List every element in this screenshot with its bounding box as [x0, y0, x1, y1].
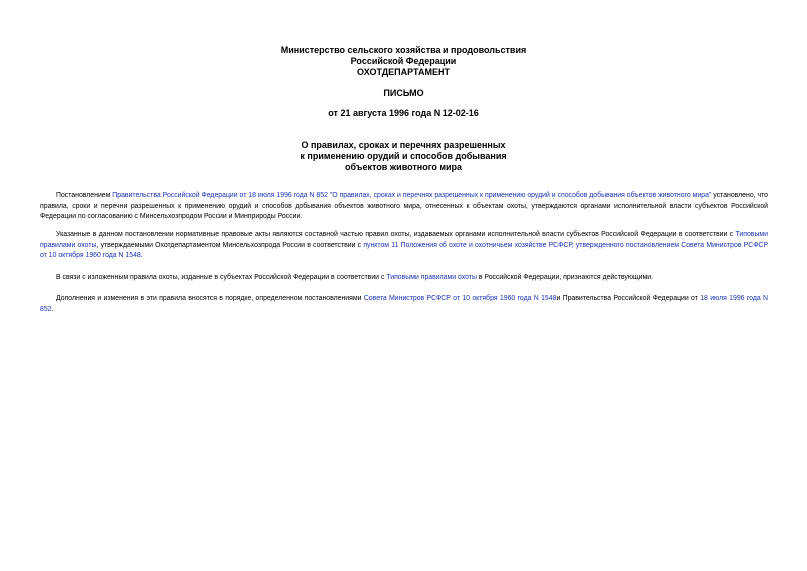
- issuing-organization: [0, 45, 807, 78]
- document-date: от 21 августа 1996 года N 12-02-16: [328, 108, 479, 118]
- model-hunting-rules-link[interactable]: Типовыми правилами охоты: [40, 231, 768, 249]
- paragraph-1: [40, 191, 768, 223]
- paragraph-4: [40, 294, 768, 315]
- org-line-1: Министерство сельского хозяйства и продовольствия: [280, 45, 527, 55]
- decree-852-date-link[interactable]: 18 июля 1996 года N 852: [40, 295, 769, 313]
- paragraph-text: и Правительства Российской Федерации от: [556, 295, 701, 302]
- paragraph-text: Постановлением: [56, 192, 113, 199]
- decree-852-link[interactable]: Правительства Российской Федерации от 18 июля 1996 года N 852 "О правилах, сроках и перечнях разрешенных к применению орудий и способов добывания объектов животного мира": [112, 192, 712, 199]
- title-line-2: к применению орудий и способов добывания: [300, 151, 507, 161]
- model-hunting-rules-link[interactable]: Типовыми правилами охоты: [386, 274, 477, 281]
- document-type: ПИСЬМО: [383, 88, 424, 98]
- title-line-1: О правилах, сроках и перечнях разрешенных: [301, 140, 506, 150]
- paragraph-text: Указанные в данном постановлении нормативные правовые акты являются составной частью правил охоты, издаваемых органами исполнительной власти субъектов Российской Федерации в соответствии с: [56, 231, 736, 238]
- council-decree-1548-link[interactable]: Совета Министров РСФСР от 10 октября 1960 года N 1548: [363, 295, 557, 302]
- document-title: [0, 140, 807, 173]
- org-line-3: ОХОТДЕПАРТАМЕНТ: [357, 67, 450, 77]
- paragraph-text: , утверждаемыми Охотдепартаментом Минсельхозпрода России в соответствии с: [96, 241, 364, 249]
- paragraph-text: В связи с изложенным правила охоты, изданные в субъектах Российской Федерации в соответствии с: [56, 274, 387, 281]
- paragraph-text: установлено, что правила, сроки и перечни разрешенных к применению орудий и способов добывания объектов животного мира, отнесенных к объектам охоты, утверждаются органами исполнительной власти субъектов Российской Федерации по согласованию с Минсельхозпродом России и Минприроды России.: [40, 192, 768, 220]
- paragraph-text: .: [140, 252, 143, 259]
- regulation-clause-11-link[interactable]: пунктом 11 Положения об охоте и охотничьем хозяйстве РСФСР, утвержденного постановлением Совета Министров РСФСР от 10 октября 1960 года N 1548: [40, 241, 769, 259]
- paragraph-text: в Российской Федерации, признаются действующими.: [476, 274, 654, 281]
- paragraph-2: [40, 230, 768, 262]
- paragraph-text: .: [51, 305, 54, 313]
- paragraph-text: Дополнения и изменения в эти правила вносятся в порядке, определенном постановлениями: [56, 295, 364, 302]
- paragraph-3: [40, 273, 768, 284]
- org-line-2: Российской Федерации: [350, 56, 457, 66]
- title-line-3: объектов животного мира: [344, 162, 463, 172]
